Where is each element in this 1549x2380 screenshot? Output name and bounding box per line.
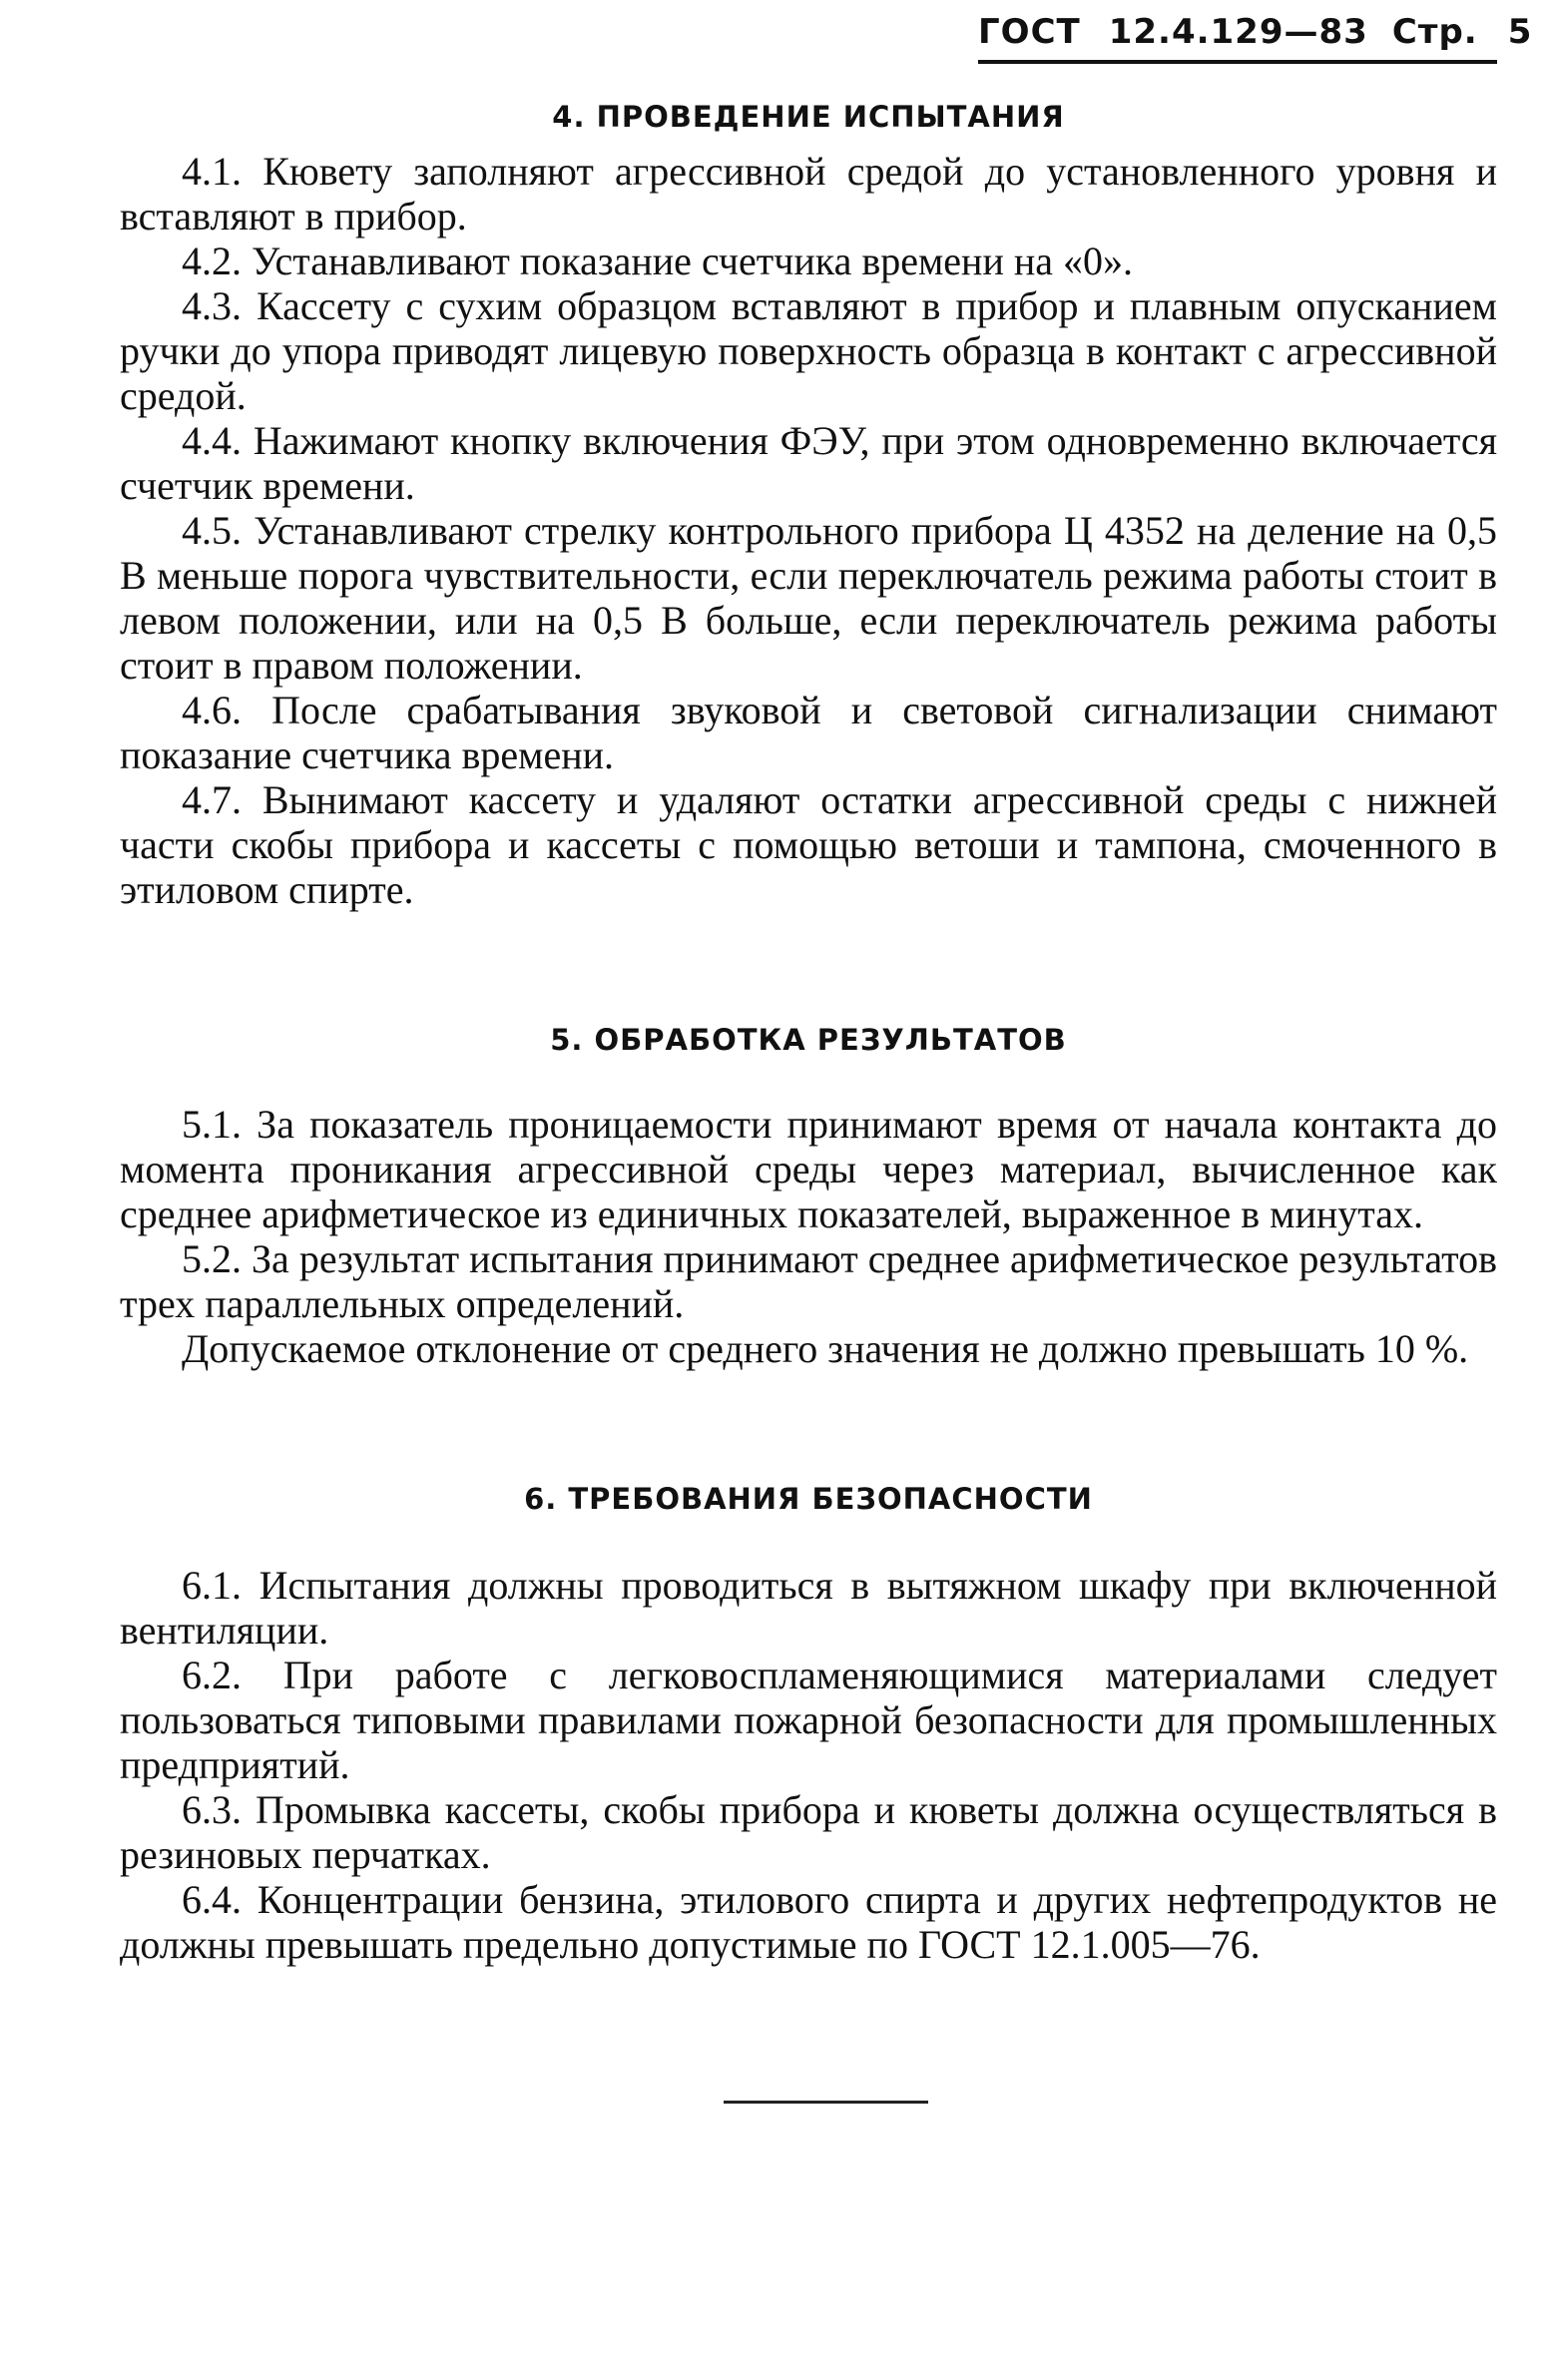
paragraph: 5.2. За результат испытания принимают среднее арифметическое результатов трех параллельных определений. [120, 1236, 1497, 1326]
header-page-number: 5 [1507, 12, 1533, 52]
header-standard: ГОСТ [978, 12, 1081, 52]
section-heading: 6. ТРЕБОВАНИЯ БЕЗОПАСНОСТИ [524, 1482, 1093, 1516]
section-heading: 4. ПРОВЕДЕНИЕ ИСПЫТАНИЯ [552, 100, 1065, 134]
paragraph: 4.1. Кювету заполняют агрессивной средой до установленного уровня и вставляют в прибор. [120, 149, 1497, 238]
header-standard-number: 12.4.129—83 [1108, 12, 1368, 52]
paragraph: 6.1. Испытания должны проводиться в вытяжном шкафу при включенной вентиляции. [120, 1563, 1497, 1653]
paragraph: 4.6. После срабатывания звуковой и световой сигнализации снимают показание счетчика времени. [120, 688, 1497, 777]
section-heading: 5. ОБРАБОТКА РЕЗУЛЬТАТОВ [550, 1023, 1067, 1057]
paragraph: 6.2. При работе с легковоспламеняющимися материалами следует пользоваться типовыми правилами пожарной безопасности для промышленных предприятий. [120, 1653, 1497, 1787]
section-testing [120, 95, 1497, 912]
paragraph: Допускаемое отклонение от среднего значения не должно превышать 10 %. [182, 1326, 1469, 1371]
section-results-processing [120, 1018, 1497, 1371]
header-page-label: Стр. [1391, 12, 1478, 52]
paragraph: 6.4. Концентрации бензина, этилового спирта и других нефтепродуктов не должны превышать предельно допустимые по ГОСТ 12.1.005—76. [120, 1877, 1497, 1967]
end-divider [724, 2101, 928, 2104]
paragraph: 4.2. Устанавливают показание счетчика времени на «0». [182, 238, 1134, 283]
paragraph: 4.4. Нажимают кнопку включения ФЭУ, при этом одновременно включается счетчик времени. [120, 418, 1497, 508]
paragraph: 4.5. Устанавливают стрелку контрольного прибора Ц 4352 на деление на 0,5 В меньше порога чувствительности, если переключатель режима работы стоит в левом положении, или на 0,5 В больше, если переключатель режима работы стоит в правом положении. [120, 508, 1497, 688]
section-safety-requirements [120, 1477, 1497, 1967]
paragraph: 4.7. Вынимают кассету и удаляют остатки агрессивной среды с нижней части скобы прибора и кассеты с помощью ветоши и тампона, смоченного в этиловом спирте. [120, 777, 1497, 912]
paragraph: 4.3. Кассету с сухим образцом вставляют в прибор и плавным опусканием ручки до упора приводят лицевую поверхность образца в контакт с агрессивной средой. [120, 283, 1497, 418]
paragraph: 6.3. Промывка кассеты, скобы прибора и кюветы должна осуществляться в резиновых перчатках. [120, 1787, 1497, 1877]
paragraph: 5.1. За показатель проницаемости принимают время от начала контакта до момента проникания агрессивной среды через материал, вычисленное как среднее арифметическое из единичных показателей, выраженное в минутах. [120, 1102, 1497, 1236]
running-header [978, 12, 1533, 64]
